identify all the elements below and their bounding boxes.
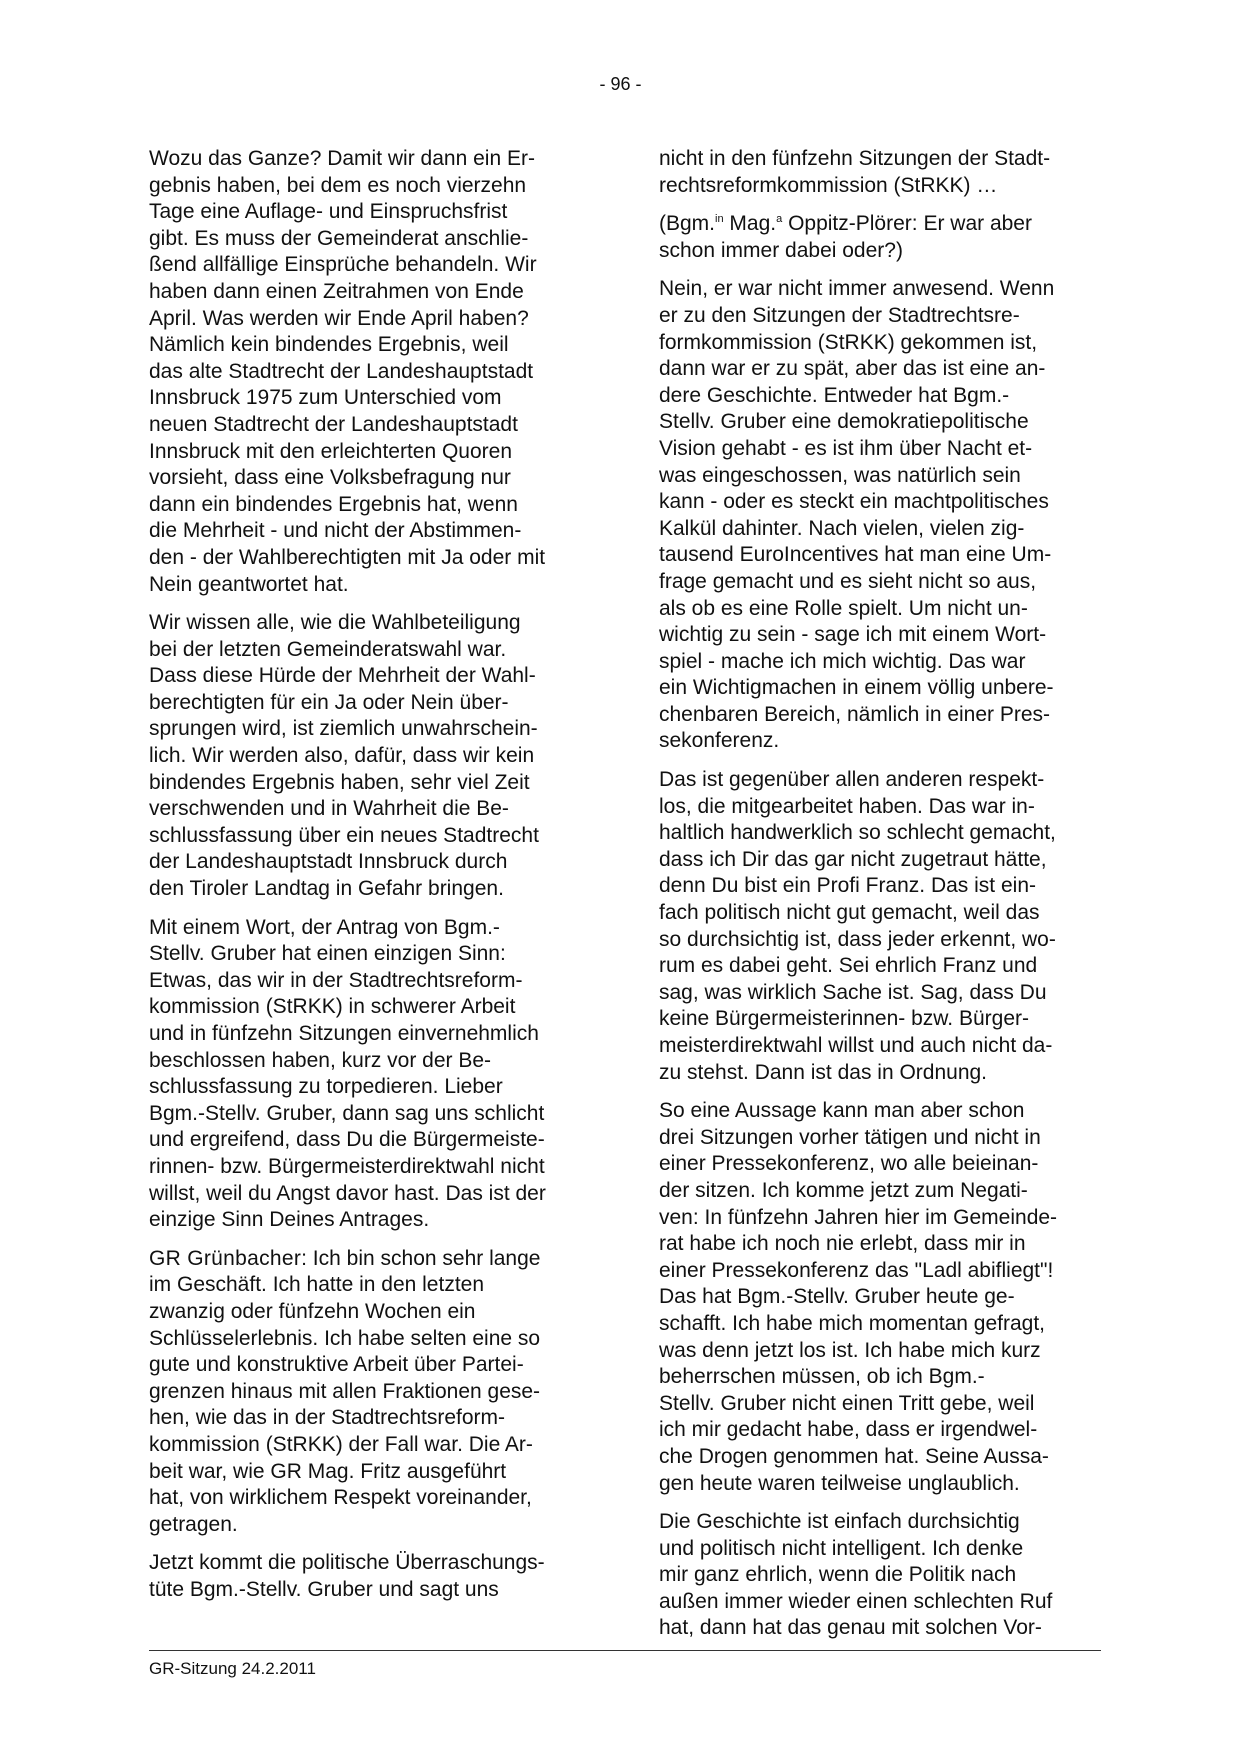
text-line: ßend allfällige Einsprüche behandeln. Wir: [149, 253, 537, 277]
text-line: zu stehst. Dann ist das in Ordnung.: [659, 1060, 988, 1084]
text-line: mir ganz ehrlich, wenn die Politik nach: [659, 1563, 1017, 1587]
text-line: Das ist gegenüber allen anderen respekt-: [659, 768, 1045, 792]
text-line: los, die mitgearbeitet haben. Das war in-: [659, 794, 1035, 818]
interjection-text: Oppitz-Plörer: Er war aber: [782, 212, 1032, 236]
text-line: Nein geantwortet hat.: [149, 572, 349, 596]
paragraph: [659, 146, 1101, 199]
text-line: ven: In fünfzehn Jahren hier im Gemeinde-: [659, 1205, 1058, 1229]
text-line: hat, dann hat das genau mit solchen Vor-: [659, 1616, 1042, 1640]
text-line: lich. Wir werden also, dafür, dass wir kein: [149, 744, 535, 768]
interjection-text: (Bgm.: [659, 212, 716, 236]
paragraph: [659, 1098, 1101, 1497]
text-line: frage gemacht und es sieht nicht so aus,: [659, 569, 1037, 593]
text-line: einer Pressekonferenz, wo alle beieinan-: [659, 1152, 1039, 1176]
right-column: [659, 146, 1101, 1654]
left-column: [149, 146, 593, 1615]
paragraph-lines: [149, 1272, 593, 1538]
text-line: formkommission (StRKK) gekommen ist,: [659, 330, 1038, 354]
superscript: a: [776, 213, 783, 226]
text-line: das alte Stadtrecht der Landeshauptstadt: [149, 359, 534, 383]
text-line: so durchsichtig ist, dass jeder erkennt, wo-: [659, 927, 1056, 951]
text-line: getragen.: [149, 1512, 238, 1536]
text-line: sag, was wirklich Sache ist. Sag, dass Du: [659, 980, 1047, 1004]
text-line: außen immer wieder einen schlechten Ruf: [659, 1589, 1053, 1613]
text-line: haltlich handwerklich so schlecht gemacht,: [659, 821, 1056, 845]
text-line: Stellv. Gruber nicht einen Tritt gebe, weil: [659, 1391, 1035, 1415]
text-line: Dass diese Hürde der Mehrheit der Wahl-: [149, 664, 536, 688]
text-line: einer Pressekonferenz das "Ladl abifliegt"!: [659, 1258, 1054, 1282]
interjection-text: Mag.: [723, 212, 777, 236]
text-line: neuen Stadtrecht der Landeshauptstadt: [149, 412, 518, 436]
text-line: berechtigten für ein Ja oder Nein über-: [149, 690, 509, 714]
text-line: Vision gehabt - es ist ihm über Nacht et-: [659, 436, 1033, 460]
text-line: und ergreifend, dass Du die Bürgermeiste-: [149, 1128, 545, 1152]
text-line: hen, wie das in der Stadtrechtsreform-: [149, 1406, 505, 1430]
text-line: Nein, er war nicht immer anwesend. Wenn: [659, 277, 1055, 301]
text-line: wichtig zu sein - sage ich mit einem Wort-: [659, 623, 1047, 647]
text-line: Mit einem Wort, der Antrag von Bgm.-: [149, 915, 500, 939]
text-line: Wozu das Ganze? Damit wir dann ein Er-: [149, 147, 535, 170]
text-line: beherrschen müssen, ob ich Bgm.-: [659, 1365, 985, 1389]
text-line: gen heute waren teilweise unglaublich.: [659, 1471, 1020, 1495]
text-line: Bgm.-Stellv. Gruber, dann sag uns schlicht: [149, 1101, 545, 1125]
text-line: schlussfassung über ein neues Stadtrecht: [149, 823, 539, 847]
text-line: Jetzt kommt die politische Überraschungs-: [149, 1551, 545, 1575]
text-line: kommission (StRKK) in schwerer Arbeit: [149, 995, 516, 1019]
text-line: dann ein bindendes Ergebnis hat, wenn: [149, 492, 518, 516]
text-line: Tage eine Auflage- und Einspruchsfrist: [149, 200, 508, 224]
text-line: Innsbruck mit den erleichterten Quoren: [149, 439, 513, 463]
speaker-name: GR Grünbacher: [149, 1246, 302, 1270]
text-line: schon immer dabei oder?): [659, 238, 903, 262]
text-line: den Tiroler Landtag in Gefahr bringen.: [149, 877, 504, 901]
text-line: haben dann einen Zeitrahmen von Ende: [149, 279, 524, 303]
paragraph: [659, 1509, 1101, 1642]
text-line: Wir wissen alle, wie die Wahlbeteiligung: [149, 611, 521, 635]
text-line: keine Bürgermeisterinnen- bzw. Bürger-: [659, 1007, 1030, 1031]
text-line: der Landeshauptstadt Innsbruck durch: [149, 850, 508, 874]
text-line: als ob es eine Rolle spielt. Um nicht un-: [659, 596, 1028, 620]
text-line: meisterdirektwahl willst und auch nicht da-: [659, 1034, 1053, 1057]
paragraph: [659, 767, 1101, 1086]
paragraph: [149, 1550, 593, 1603]
text-line: rat habe ich noch nie erlebt, dass mir in: [659, 1232, 1026, 1256]
text-line: hat, von wirklichem Respekt voreinander,: [149, 1486, 532, 1510]
text-line: rechtsreformkommission (StRKK) …: [659, 173, 998, 197]
text-line: zwanzig oder fünfzehn Wochen ein: [149, 1299, 476, 1323]
text-line: Die Geschichte ist einfach durchsichtig: [659, 1510, 1020, 1534]
text-line: schafft. Ich habe mich momentan gefragt,: [659, 1311, 1045, 1335]
interjection: [659, 211, 1101, 264]
text-line: rinnen- bzw. Bürgermeisterdirektwahl nicht: [149, 1154, 545, 1178]
superscript: in: [715, 213, 724, 226]
text-line: verschwenden und in Wahrheit die Be-: [149, 797, 509, 821]
text-line: So eine Aussage kann man aber schon: [659, 1099, 1025, 1123]
text-line: gibt. Es muss der Gemeinderat anschlie-: [149, 226, 529, 250]
text-line: gebnis haben, bei dem es noch vierzehn: [149, 173, 527, 197]
text-line: was denn jetzt los ist. Ich habe mich kurz: [659, 1338, 1041, 1362]
text-line: Nämlich kein bindendes Ergebnis, weil: [149, 333, 509, 357]
text-line: einzige Sinn Deines Antrages.: [149, 1208, 430, 1232]
text-line: die Mehrheit - und nicht der Abstimmen-: [149, 519, 522, 543]
text-line: rum es dabei geht. Sei ehrlich Franz und: [659, 954, 1038, 978]
text-line: beschlossen haben, kurz vor der Be-: [149, 1048, 492, 1072]
text-line: bindendes Ergebnis haben, sehr viel Zeit: [149, 770, 530, 794]
paragraph: [659, 276, 1101, 755]
text-line: Etwas, das wir in der Stadtrechtsreform-: [149, 968, 523, 992]
text-line: er zu den Sitzungen der Stadtrechtsre-: [659, 303, 1020, 327]
footer-text: GR-Sitzung 24.2.2011: [149, 1659, 316, 1678]
text-line: fach politisch nicht gut gemacht, weil das: [659, 901, 1040, 925]
text-line: Kalkül dahinter. Nach vielen, vielen zig-: [659, 516, 1025, 540]
text-line: Das hat Bgm.-Stellv. Gruber heute ge-: [659, 1285, 1015, 1309]
text-line: der sitzen. Ich komme jetzt zum Negati-: [659, 1178, 1028, 1202]
text-line: kann - oder es steckt ein machtpolitisches: [659, 490, 1049, 514]
text-line: gute und konstruktive Arbeit über Partei-: [149, 1353, 524, 1377]
text-line-rest: : Ich bin schon sehr lange: [301, 1246, 541, 1270]
text-line: tausend EuroIncentives hat man eine Um-: [659, 543, 1052, 567]
text-line: im Geschäft. Ich hatte in den letzten: [149, 1273, 485, 1297]
text-line: beit war, wie GR Mag. Fritz ausgeführt: [149, 1459, 507, 1483]
text-line: [659, 211, 1101, 238]
text-line: April. Was werden wir Ende April haben?: [149, 306, 529, 330]
text-line: drei Sitzungen vorher tätigen und nicht in: [659, 1125, 1041, 1149]
text-line: [149, 1246, 593, 1273]
text-line: tüte Bgm.-Stellv. Gruber und sagt uns: [149, 1577, 499, 1601]
text-line: vorsieht, dass eine Volksbefragung nur: [149, 466, 511, 490]
page-number: - 96 -: [599, 74, 642, 94]
text-line: kommission (StRKK) der Fall war. Die Ar-: [149, 1432, 533, 1456]
text-line: grenzen hinaus mit allen Fraktionen gese-: [149, 1379, 541, 1403]
text-line: schlussfassung zu torpedieren. Lieber: [149, 1075, 503, 1099]
paragraph: [149, 610, 593, 903]
text-line: was eingeschossen, was natürlich sein: [659, 463, 1021, 487]
text-line: nicht in den fünfzehn Sitzungen der Stadt-: [659, 147, 1051, 170]
text-line: Schlüsselerlebnis. Ich habe selten eine so: [149, 1326, 541, 1350]
paragraph: [149, 146, 593, 598]
text-line: sprungen wird, ist ziemlich unwahrschein-: [149, 717, 538, 741]
paragraph: [149, 915, 593, 1234]
text-line: denn Du bist ein Profi Franz. Das ist ein-: [659, 874, 1036, 898]
text-line: Stellv. Gruber eine demokratiepolitische: [659, 410, 1029, 434]
text-line: willst, weil du Angst davor hast. Das ist der: [149, 1181, 546, 1205]
text-line: den - der Wahlberechtigten mit Ja oder mit: [149, 545, 546, 569]
text-line: chenbaren Bereich, nämlich in einer Pres-: [659, 702, 1051, 726]
text-line: dann war er zu spät, aber das ist eine an-: [659, 357, 1046, 381]
text-line: Innsbruck 1975 zum Unterschied vom: [149, 386, 502, 410]
speaker-paragraph: [149, 1246, 593, 1539]
text-line: bei der letzten Gemeinderatswahl war.: [149, 637, 507, 661]
text-line: spiel - mache ich mich wichtig. Das war: [659, 649, 1026, 673]
text-line: ein Wichtigmachen in einem völlig unbere-: [659, 676, 1054, 700]
text-line: ich mir gedacht habe, dass er irgendwel-: [659, 1418, 1038, 1442]
text-line: sekonferenz.: [659, 729, 780, 753]
text-line: che Drogen genommen hat. Seine Aussa-: [659, 1444, 1049, 1468]
text-line: und politisch nicht intelligent. Ich denke: [659, 1536, 1024, 1560]
text-line: dere Geschichte. Entweder hat Bgm.-: [659, 383, 1010, 407]
text-line: dass ich Dir das gar nicht zugetraut hätte,: [659, 847, 1047, 871]
text-line: und in fünfzehn Sitzungen einvernehmlich: [149, 1022, 539, 1045]
text-line: Stellv. Gruber hat einen einzigen Sinn:: [149, 942, 506, 966]
footer-divider: [149, 1650, 1101, 1651]
